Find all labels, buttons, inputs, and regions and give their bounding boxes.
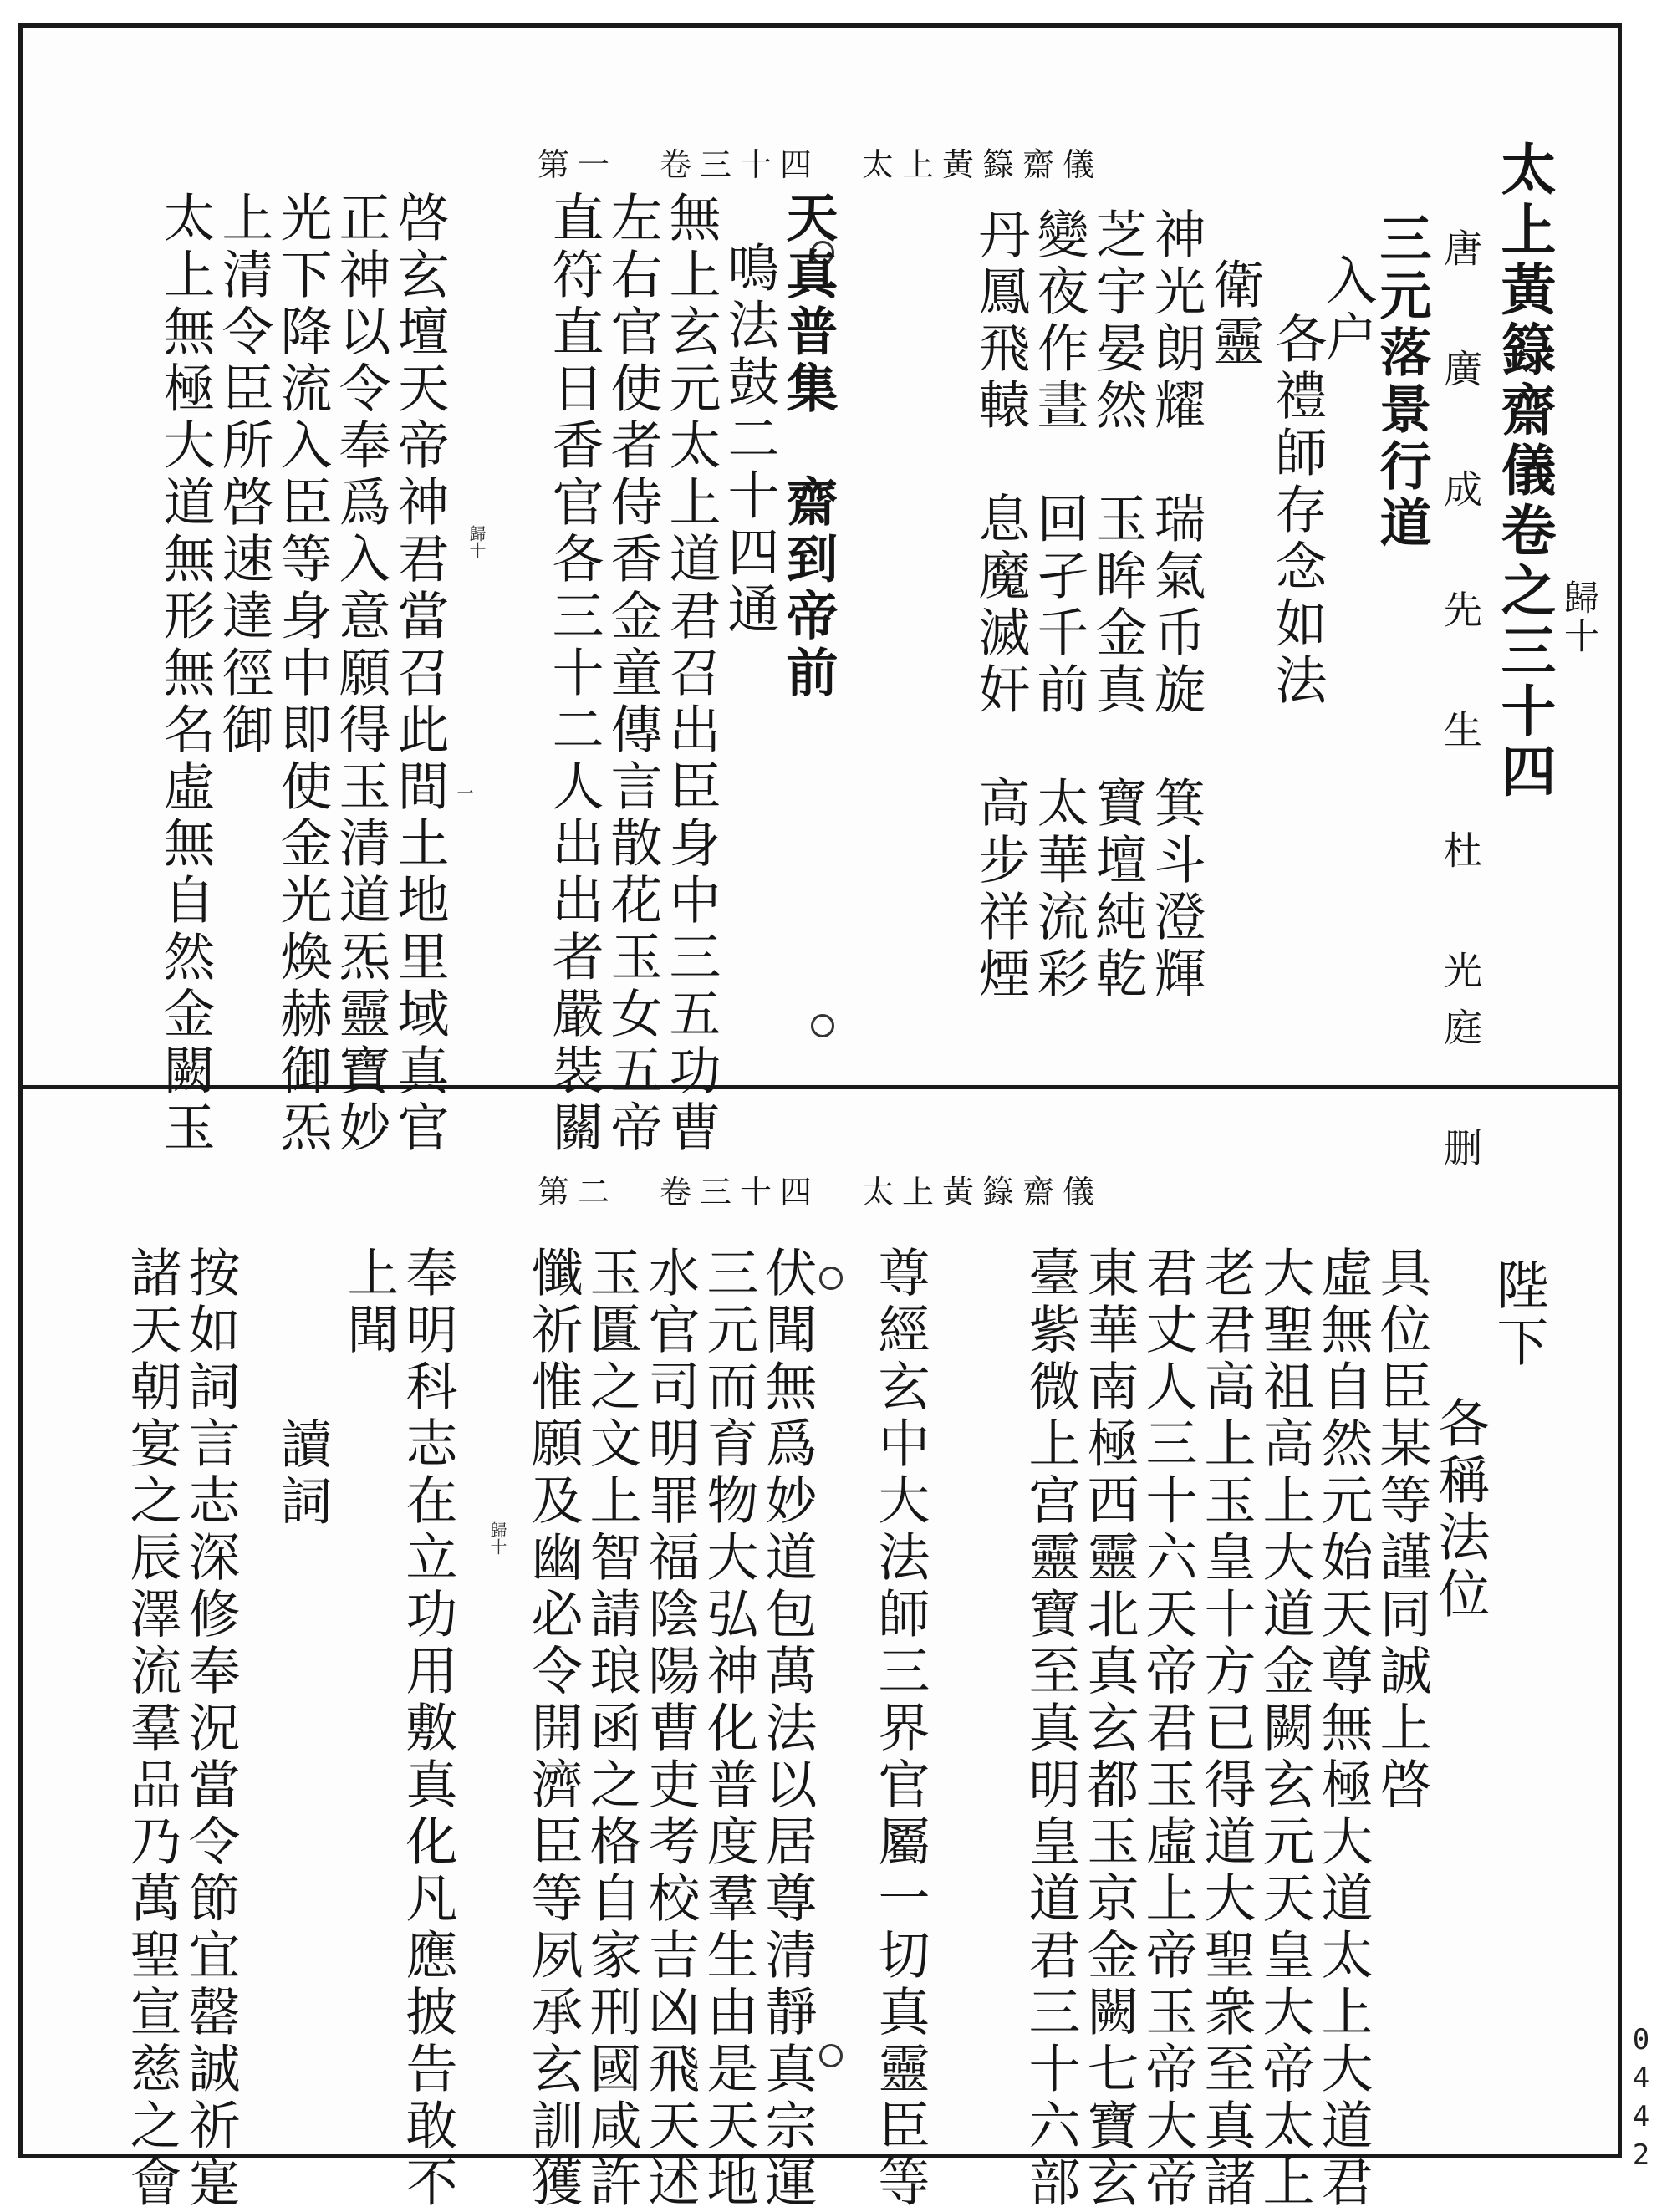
text-column: 具位臣某等謹同誠上啓: [1371, 1246, 1432, 1814]
text-column: 玉匱之文上智請琅函之格自家刑國咸許: [581, 1246, 642, 2212]
frame-divider: [18, 1085, 1622, 1089]
running-head-volume: 卷三十四: [659, 1174, 820, 1210]
text-column: 上聞: [339, 1246, 400, 1359]
text-column: 天真普集 齋到帝前: [777, 191, 839, 702]
scripture-title: 太上黃籙齋儀卷之三十四: [1491, 140, 1557, 803]
bottom-half-page: [25, 1095, 1615, 2212]
text-column: 入户: [1317, 253, 1378, 367]
running-head-book: 太上黃籙齋儀: [862, 1174, 1104, 1210]
text-column: 神光朗耀 瑞氣币旋 箕斗澄輝: [1145, 207, 1206, 1003]
small-note: 一: [454, 784, 474, 801]
text-column: 尊經玄中大法師三界官屬一切真靈臣等: [869, 1246, 930, 2212]
text-column: 直符直日香官各三十二人出出者嚴裝關: [543, 191, 604, 1157]
text-column: 大聖祖高上大道金闕玄元天皇大帝太上: [1254, 1246, 1315, 2212]
text-column: 東華南極西靈北真玄都玉京金闕七寶玄: [1078, 1246, 1139, 2212]
page-number: 0442: [1624, 2023, 1658, 2177]
text-column: 水官司明罪福陰陽曹吏考校吉凶飛天述: [640, 1246, 701, 2212]
top-half-page: [25, 32, 1615, 1185]
text-column: 丹鳳飛轅 息魔滅奸 高步祥煙: [970, 207, 1031, 1003]
text-column: 按如詞言志深修奉況當令節宜罄誠祈寔: [180, 1246, 241, 2212]
text-column: 伏聞無爲妙道包萬法以居尊清靜真宗運: [757, 1246, 818, 2212]
running-head-page: 第二: [537, 1174, 618, 1210]
running-head-volume: 卷三十四: [659, 146, 820, 183]
running-head-top: [25, 139, 1615, 189]
text-column: 臺紫微上宫靈寶至真明皇道君三十六部: [1020, 1246, 1081, 2212]
running-head-bottom: [25, 1166, 1615, 1216]
text-column: 奉明科志在立功用敷真化凡應披告敢不: [397, 1246, 458, 2212]
binding-hole: [811, 1014, 834, 1037]
text-column: 太上無極大道無形無名虛無自然金闕玉: [155, 191, 216, 1157]
text-column: 無上玄元太上道君召出臣身中三五功曹: [660, 191, 721, 1157]
text-column: 陛下: [1488, 1258, 1549, 1372]
running-head-page: 第一: [537, 146, 618, 183]
binding-hole: [819, 1267, 843, 1290]
text-column: 正神以令奉爲入意願得玉清道炁靈寶妙: [330, 191, 391, 1157]
text-column: 各禮師存念如法: [1267, 312, 1328, 710]
text-column: 變夜作晝 回孑千前 太華流彩: [1028, 207, 1089, 1003]
text-column: 君丈人三十六天帝君玉虛上帝玉帝大帝: [1137, 1246, 1198, 2212]
text-column: 虛無自然元始天尊無極大道太上大道君: [1313, 1246, 1374, 2212]
running-head-book: 太上黃籙齋儀: [862, 146, 1104, 183]
text-column: 左右官使者侍香金童傳言散花玉女五帝: [602, 191, 663, 1157]
text-column: 鳴法鼓二十四通: [719, 241, 780, 639]
text-column: 光下降流入臣等身中即使金光煥赫御炁: [272, 191, 333, 1157]
section-title: 三元落景行道: [1371, 212, 1432, 553]
text-column: 三元而育物大弘神化普度羣生由是天地: [698, 1246, 759, 2212]
text-column: 芝宇晏然 玉眸金真 寶壇純乾: [1087, 207, 1148, 1003]
text-column: 啓玄壇天帝神君當召此間土地里域真官: [389, 191, 450, 1157]
text-column: 讀詞: [272, 1417, 333, 1531]
text-column: 各稱法位: [1430, 1396, 1491, 1623]
small-note: 歸十: [466, 525, 487, 558]
text-column: 老君高上玉皇十方已得道大聖衆至真諸: [1195, 1246, 1257, 2212]
small-note: 歸十: [487, 1521, 507, 1555]
author-line: 唐 廣 成 先 生 杜 光庭 删: [1438, 228, 1483, 1185]
text-column: 懺祈惟願及幽必令開濟臣等夙承玄訓獲: [522, 1246, 584, 2212]
text-column: 衛靈: [1204, 257, 1265, 371]
text-column: 諸天朝宴之辰澤流羣品乃萬聖宣慈之會: [121, 1246, 182, 2212]
margin-mark: 歸十: [1559, 579, 1600, 656]
text-column: 上清令臣所啓速達徑御: [213, 191, 274, 759]
binding-hole: [819, 2044, 843, 2067]
